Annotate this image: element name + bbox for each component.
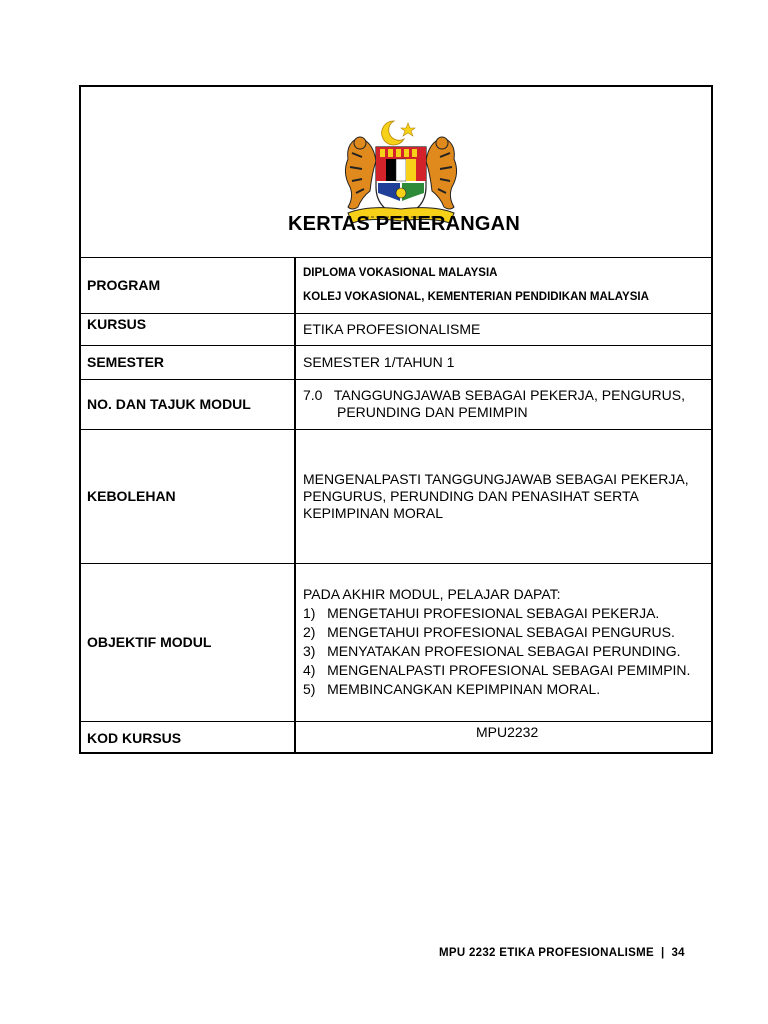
- page-footer: MPU 2232 ETIKA PROFESIONALISME | 34: [439, 947, 685, 959]
- semester-value: SEMESTER 1/TAHUN 1: [295, 345, 711, 379]
- program-value: [295, 257, 711, 313]
- kod-value: [295, 721, 711, 754]
- kod-value-text: MPU2232: [476, 723, 539, 740]
- objektif-item-2: 2) MENGETAHUI PROFESIONAL SEBAGAI PENGURUS.: [303, 624, 675, 640]
- semester-label: SEMESTER: [81, 345, 295, 379]
- objektif-label: OBJEKTIF MODUL: [81, 563, 295, 721]
- kebolehan-label: KEBOLEHAN: [81, 429, 295, 563]
- info-table: [81, 257, 711, 754]
- row-program: [81, 257, 711, 313]
- row-kebolehan: [81, 429, 711, 563]
- objektif-item-1: 1) MENGETAHUI PROFESIONAL SEBAGAI PEKERJA.: [303, 605, 660, 621]
- kebolehan-line-3: KEPIMPINAN MORAL: [303, 504, 444, 521]
- objektif-value: [295, 563, 711, 721]
- modul-line-2: PERUNDING DAN PEMIMPIN: [337, 404, 528, 420]
- row-kursus: [81, 313, 711, 345]
- document-sheet: [79, 85, 713, 754]
- kod-label: KOD KURSUS: [81, 721, 295, 754]
- modul-value: [295, 379, 711, 429]
- objektif-item-5: 5) MEMBINCANGKAN KEPIMPINAN MORAL.: [303, 681, 601, 697]
- program-line-1: DIPLOMA VOKASIONAL MALAYSIA: [303, 266, 498, 279]
- row-modul: [81, 379, 711, 429]
- row-kod: [81, 721, 711, 754]
- kursus-value: ETIKA PROFESIONALISME: [295, 313, 711, 345]
- objektif-intro: PADA AKHIR MODUL, PELAJAR DAPAT:: [303, 586, 561, 602]
- header-block: [81, 87, 711, 258]
- kebolehan-value: [295, 429, 711, 563]
- modul-line-1: 7.0 TANGGUNGJAWAB SEBAGAI PEKERJA, PENGURUS,: [303, 387, 685, 403]
- kursus-label: KURSUS: [81, 313, 295, 345]
- modul-label: NO. DAN TAJUK MODUL: [81, 379, 295, 429]
- objektif-item-3: 3) MENYATAKAN PROFESIONAL SEBAGAI PERUNDING.: [303, 643, 681, 659]
- document-title: KERTAS PENERANGAN: [288, 213, 520, 235]
- program-line-2: KOLEJ VOKASIONAL, KEMENTERIAN PENDIDIKAN MALAYSIA: [303, 290, 649, 303]
- program-label: PROGRAM: [81, 257, 295, 313]
- kebolehan-line-2: PENGURUS, PERUNDING DAN PENASIHAT SERTA: [303, 487, 639, 504]
- kebolehan-line-1: MENGENALPASTI TANGGUNGJAWAB SEBAGAI PEKERJA,: [303, 470, 689, 487]
- objektif-item-4: 4) MENGENALPASTI PROFESIONAL SEBAGAI PEMIMPIN.: [303, 662, 691, 678]
- row-semester: [81, 345, 711, 379]
- row-objektif: [81, 563, 711, 721]
